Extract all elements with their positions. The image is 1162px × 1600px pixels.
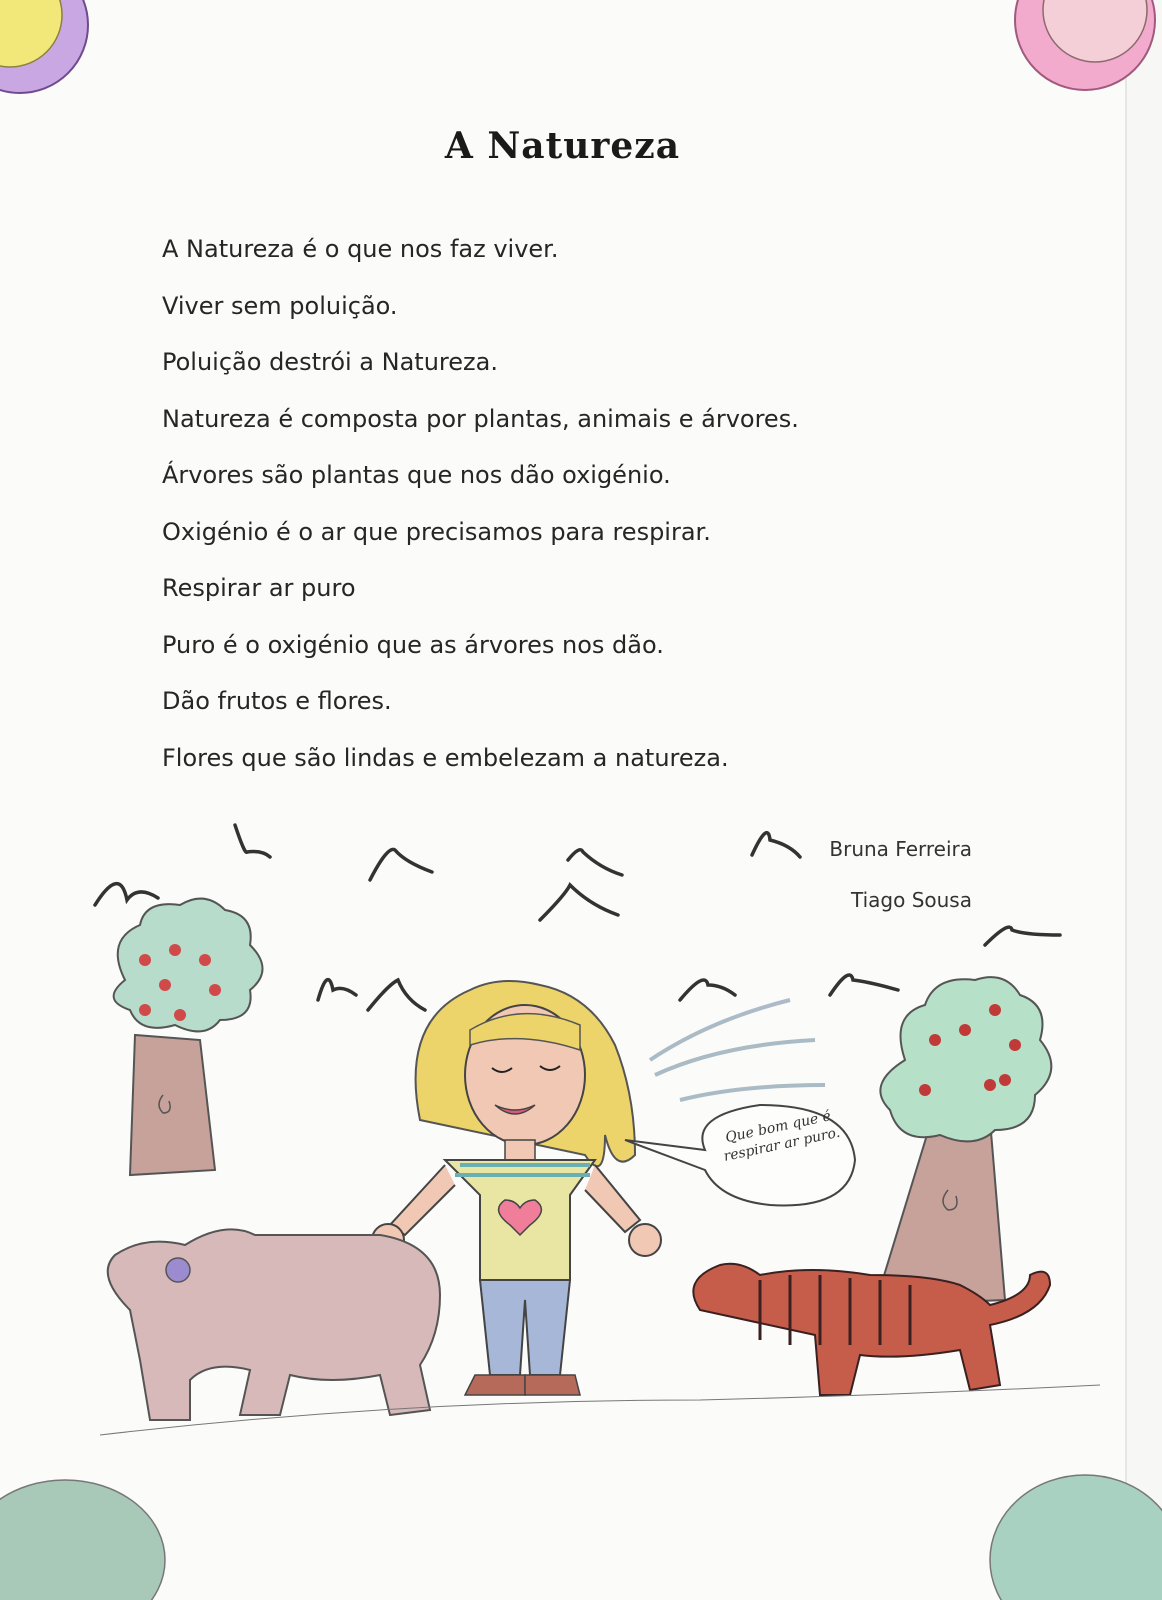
speech-bubble-text: Que bom que é respirar ar puro. [722,1108,842,1165]
poem-line: A Natureza é o que nos faz viver. [162,235,559,263]
flower-top-right [1015,0,1155,90]
poem-line: Natureza é composta por plantas, animais e árvores. [162,404,799,433]
poem-line: Árvores são plantas que nos dão oxigénio. [162,461,671,489]
poem-line: Poluição destrói a Natureza. [162,348,498,376]
poem-line: Flores que são lindas e embelezam a natureza. [162,743,729,772]
poem-line: Dão frutos e flores. [162,687,392,715]
authors-block [829,835,972,937]
poem-lines [162,221,799,786]
tree-right [875,977,1051,1305]
poem-line: Respirar ar puro [162,574,356,602]
poem-line: Oxigénio é o ar que precisamos para respirar. [162,517,711,546]
bush-bottom-left [0,1480,165,1600]
author-name: Tiago Sousa [851,888,972,912]
author-name: Bruna Ferreira [829,837,972,861]
poem-line: Viver sem poluição. [162,291,398,320]
bush-bottom-right [990,1475,1162,1600]
flower-top-left [0,0,88,93]
poem-title: A Natureza [444,125,681,167]
bear-animal [108,1229,440,1420]
wind-lines [650,1000,825,1100]
tree-left [114,899,263,1175]
poem-line: Puro é o oxigénio que as árvores nos dão. [162,630,664,659]
